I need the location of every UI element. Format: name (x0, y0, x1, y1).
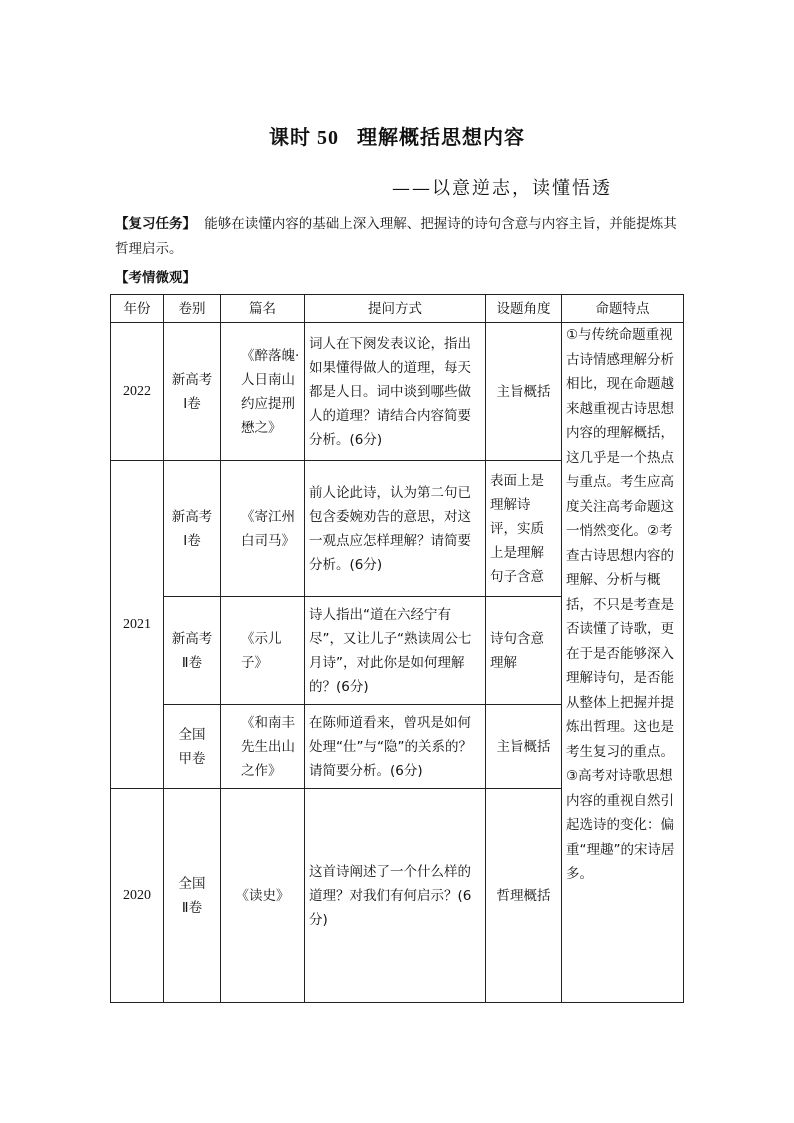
paper-cell (164, 597, 221, 705)
angle-cell: 诗句含意理解 (486, 597, 562, 705)
paper-text: 全国 Ⅱ卷 (178, 875, 206, 916)
page-subtitle: ——以意逆志，读懂悟透 (392, 178, 612, 199)
angle-cell: 主旨概括 (486, 705, 562, 789)
piece-cell: 《醉落魄·人日南山约应提刑懋之》 (221, 323, 305, 461)
header-angle: 设题角度 (486, 295, 562, 323)
review-task (115, 212, 685, 262)
header-question: 提问方式 (305, 295, 486, 323)
feature-cell: ①与传统命题重视古诗情感理解分析相比，现在命题越来越重视古诗思想内容的理解概括，这几乎是一个热点与重点。考生应高度关注高考命题这一悄然变化。②考查古诗思想内容的理解、分析与概括，不只是考查是否读懂了诗歌，更在于是否能够深入理解诗句，是否能从整体上把握并提炼出哲理。这也是考生复习的重点。③高考对诗歌思想内容的重视自然引起选诗的变化：偏重“理趣”的宋诗居多。 (562, 323, 684, 1003)
paper-cell (164, 461, 221, 597)
table-header-row (111, 295, 684, 323)
paper-text: 新高考 Ⅰ卷 (171, 508, 213, 549)
paper-text: 新高考 Ⅰ卷 (171, 371, 213, 412)
piece-cell: 《寄江州白司马》 (221, 461, 305, 597)
angle-cell: 哲理概括 (486, 789, 562, 1003)
question-cell: 前人论此诗，认为第二句已包含委婉劝告的意思，对这一观点应怎样理解？请简要分析。(6分) (305, 461, 486, 597)
paper-text: 新高考 Ⅱ卷 (171, 630, 213, 671)
paper-cell (164, 705, 221, 789)
header-feature: 命题特点 (562, 295, 684, 323)
review-task-label: 【复习任务】 (115, 216, 196, 232)
year-cell: 2022 (111, 323, 164, 461)
section-label: 【考情微观】 (115, 270, 196, 286)
header-year: 年份 (111, 295, 164, 323)
piece-cell: 《示儿子》 (221, 597, 305, 705)
question-cell: 词人在下阕发表议论，指出如果懂得做人的道理，每天都是人日。词中谈到哪些做人的道理？请结合内容简要分析。(6分) (305, 323, 486, 461)
title-prefix: 课时 (269, 125, 311, 149)
piece-cell: 《和南丰先生出山之作》 (221, 705, 305, 789)
paper-cell (164, 323, 221, 461)
paper-text: 全国 甲卷 (178, 726, 206, 767)
question-cell: 诗人指出“道在六经宁有尽”，又让儿子“熟读周公七月诗”，对此你是如何理解的？(6分) (305, 597, 486, 705)
title-number: 50 (317, 127, 339, 149)
review-task-text: 能够在读懂内容的基础上深入理解、把握诗的诗句含意与内容主旨，并能提炼其哲理启示。 (115, 216, 677, 257)
page-title (0, 121, 794, 150)
title-text: 理解概括思想内容 (357, 125, 525, 149)
exam-table (110, 294, 684, 1003)
angle-cell: 主旨概括 (486, 323, 562, 461)
question-cell: 这首诗阐述了一个什么样的道理？对我们有何启示？(6分) (305, 789, 486, 1003)
year-cell: 2021 (111, 461, 164, 789)
header-paper: 卷别 (164, 295, 221, 323)
year-cell: 2020 (111, 789, 164, 1003)
header-piece: 篇名 (221, 295, 305, 323)
angle-cell: 表面上是理解诗评，实质上是理解句子含意 (486, 461, 562, 597)
piece-cell: 《读史》 (221, 789, 305, 1003)
table-row (111, 323, 684, 461)
paper-cell (164, 789, 221, 1003)
question-cell: 在陈师道看来，曾巩是如何处理“仕”与“隐”的关系的？请简要分析。(6分) (305, 705, 486, 789)
